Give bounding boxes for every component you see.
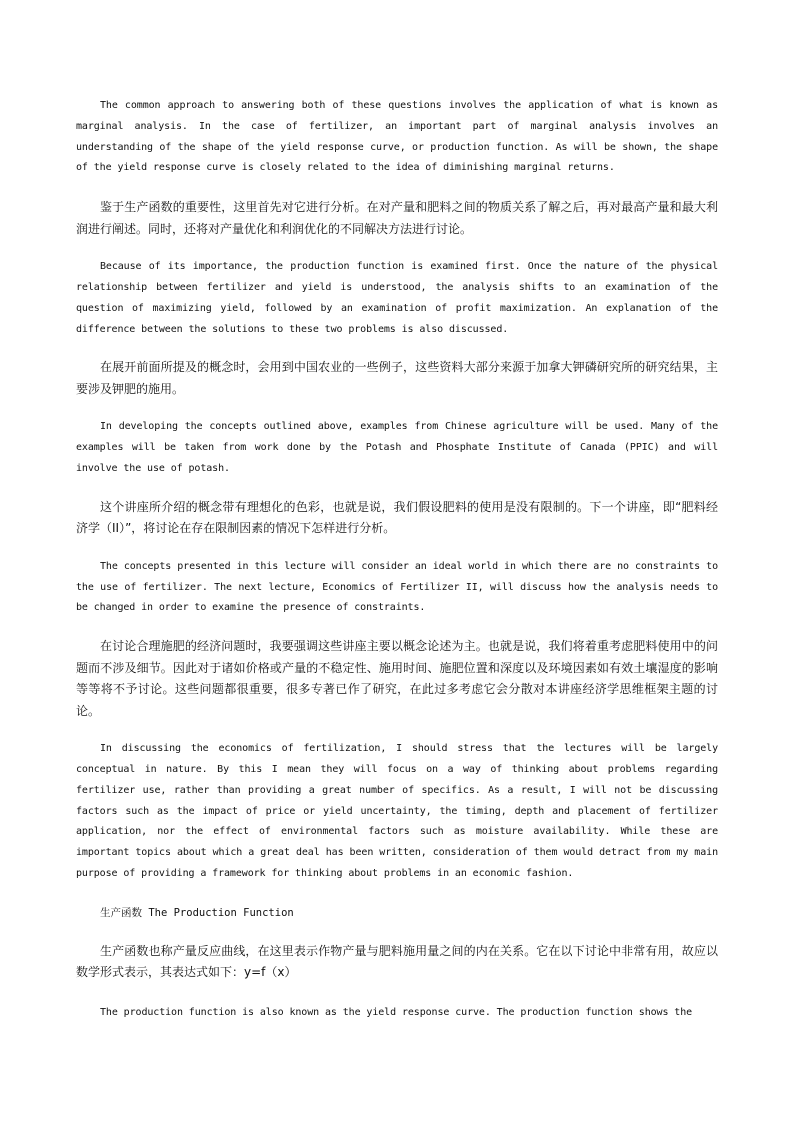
paragraph-production-function-definition-zh: 生产函数也称产量反应曲线，在这里表示作物产量与肥料施用量之间的内在关系。它在以下讨论中非常有用，故应以数学形式表示，其表达式如下：y=f（x） — [76, 943, 718, 980]
paragraph-ideal-world-en: The concepts presented in this lecture will consider an ideal world in which there are no constraints to the use of fertilizer. The next lecture, Economics of Fertilizer II, will discuss how the analysis needs to be changed in order to examine the presence of constraints. — [76, 560, 718, 614]
paragraph-chinese-agriculture-examples-en: In developing the concepts outlined above, examples from Chinese agriculture will be used. Many of the examples will be taken from work done by the Potash and Phosphate Institute of Canada (PPIC) and will involve the use of potash. — [76, 421, 718, 474]
paragraph-ideal-world-zh: 这个讲座所介绍的概念带有理想化的色彩，也就是说，我们假设肥料的使用是没有限制的。下一个讲座，即“肥料经济学（II）”，将讨论在存在限制因素的情况下怎样进行分析。 — [76, 499, 718, 536]
paragraph-marginal-analysis-en: The common approach to answering both of these questions involves the application of what is known as marginal analysis. In the case of fertilizer, an important part of marginal analysis involves an understanding of the shape of the yield response curve, or production function. As will be shown, the shape of the yield response curve is closely related to the idea of diminishing marginal returns. — [76, 100, 718, 174]
paragraph-conceptual-nature-en: In discussing the economics of fertilization, I should stress that the lectures will be largely conceptual in nature. By this I mean they will focus on a way of thinking about problems regarding fertilizer use, rather than providing a great number of specifics. As a result, I will not be discussing factors such as the impact of price or yield uncertainty, the timing, depth and placement of fertilizer application, nor the effect of environmental factors such as moisture availability. While these are important topics about which a great deal has been written, consideration of them would detract from my main purpose of providing a framework for thinking about problems in an economic fashion. — [76, 743, 718, 879]
paragraph-production-function-definition-en: The production function is also known as the yield response curve. The production function shows the — [100, 1006, 693, 1018]
paragraph-production-function-importance-zh: 鉴于生产函数的重要性，这里首先对它进行分析。在对产量和肥料之间的物质关系了解之后，再对最高产量和最大利润进行阐述。同时，还将对产量优化和利润优化的不同解决方法进行讨论。 — [76, 200, 718, 236]
document-page — [76, 96, 718, 1024]
section-heading-production-function: 生产函数 The Production Function — [100, 906, 294, 919]
paragraph-chinese-agriculture-examples-zh: 在展开前面所提及的概念时，会用到中国农业的一些例子，这些资料大部分来源于加拿大钾磷研究所的研究结果，主要涉及钾肥的施用。 — [76, 360, 718, 396]
paragraph-conceptual-nature-zh: 在讨论合理施肥的经济问题时，我要强调这些讲座主要以概念论述为主。也就是说，我们将着重考虑肥料使用中的问题而不涉及细节。因此对于诸如价格或产量的不稳定性、施用时间、施肥位置和深度以及环境因素如有效土壤湿度的影响等等将不予讨论。这些问题都很重要，很多专著已作了研究，在此过多考虑它会分散对本讲座经济学思维框架主题的讨论。 — [76, 639, 718, 718]
paragraph-production-function-importance-en: Because of its importance, the production function is examined first. Once the nature of the physical relationship between fertilizer and yield is understood, the analysis shifts to an examination of the question of maximizing yield, followed by an examination of profit maximization. An explanation of the difference between the solutions to these two problems is also discussed. — [76, 261, 718, 335]
